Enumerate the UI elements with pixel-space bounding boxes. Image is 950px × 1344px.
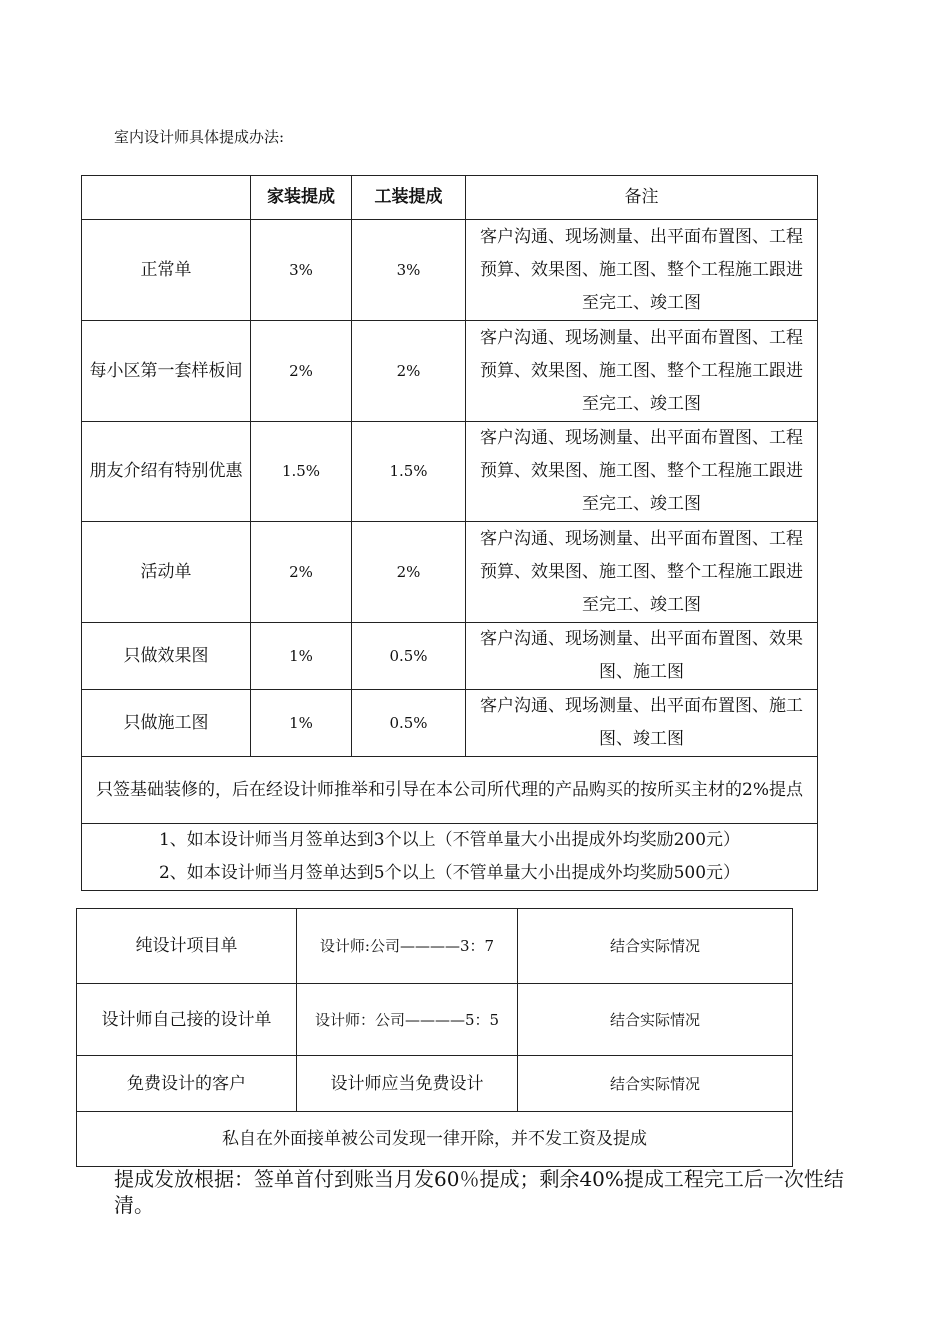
table-row [77, 1056, 793, 1112]
table-row [82, 623, 818, 690]
row-work: 1.5% [352, 422, 466, 522]
table-row [82, 522, 818, 623]
row-ratio: 设计师:公司————3：7 [297, 909, 518, 984]
row-home: 3% [251, 220, 352, 321]
header-note: 备注 [466, 176, 818, 220]
row-home: 2% [251, 522, 352, 623]
row-ratio: 设计师：公司————5：5 [297, 984, 518, 1056]
payment-basis: 提成发放根据：签单首付到账当月发60％提成；剩余40%提成工程完工后一次性结清。 [114, 1167, 844, 1217]
row-work: 0.5% [352, 690, 466, 757]
row-home: 2% [251, 321, 352, 422]
row-note: 结合实际情况 [518, 909, 793, 984]
basic-decoration-note: 只签基础装修的，后在经设计师推举和引导在本公司所代理的产品购买的按所买主材的2%提点 [82, 757, 818, 824]
header-blank [82, 176, 251, 220]
row-type: 朋友介绍有特别优惠 [82, 422, 251, 522]
bonus-line-2: 2、如本设计师当月签单达到5个以上（不管单量大小出提成外均奖励500元） [158, 863, 741, 883]
document-title: 室内设计师具体提成办法: [114, 128, 285, 146]
header-work: 工装提成 [352, 176, 466, 220]
bonus-cell [82, 824, 818, 891]
footer-note: 私自在外面接单被公司发现一律开除，并不发工资及提成 [77, 1112, 793, 1167]
row-work: 0.5% [352, 623, 466, 690]
row-type: 正常单 [82, 220, 251, 321]
row-home: 1% [251, 690, 352, 757]
table-row [77, 984, 793, 1056]
bonus-line-1: 1、如本设计师当月签单达到3个以上（不管单量大小出提成外均奖励200元） [158, 830, 741, 850]
table-row [82, 220, 818, 321]
row-type: 只做效果图 [82, 623, 251, 690]
row-work: 3% [352, 220, 466, 321]
row-note: 客户沟通、现场测量、出平面布置图、工程预算、效果图、施工图、整个工程施工跟进至完工、竣工图 [466, 522, 818, 623]
table-row [82, 690, 818, 757]
row-home: 1.5% [251, 422, 352, 522]
row-home: 1% [251, 623, 352, 690]
row-type: 设计师自己接的设计单 [77, 984, 297, 1056]
table-row [82, 422, 818, 522]
footer-row [77, 1112, 793, 1167]
row-type: 纯设计项目单 [77, 909, 297, 984]
table-row [82, 321, 818, 422]
row-work: 2% [352, 522, 466, 623]
row-note: 客户沟通、现场测量、出平面布置图、工程预算、效果图、施工图、整个工程施工跟进至完工、竣工图 [466, 321, 818, 422]
table-header-row [82, 176, 818, 220]
row-note: 结合实际情况 [518, 984, 793, 1056]
row-note: 结合实际情况 [518, 1056, 793, 1112]
design-only-table [76, 908, 793, 1167]
row-note: 客户沟通、现场测量、出平面布置图、效果图、施工图 [466, 623, 818, 690]
bonus-row [82, 824, 818, 891]
row-note: 客户沟通、现场测量、出平面布置图、工程预算、效果图、施工图、整个工程施工跟进至完工、竣工图 [466, 220, 818, 321]
commission-table [81, 175, 818, 891]
row-note: 客户沟通、现场测量、出平面布置图、施工图、竣工图 [466, 690, 818, 757]
row-type: 活动单 [82, 522, 251, 623]
row-ratio: 设计师应当免费设计 [297, 1056, 518, 1112]
basic-decoration-row [82, 757, 818, 824]
header-home: 家装提成 [251, 176, 352, 220]
row-note: 客户沟通、现场测量、出平面布置图、工程预算、效果图、施工图、整个工程施工跟进至完工、竣工图 [466, 422, 818, 522]
row-type: 每小区第一套样板间 [82, 321, 251, 422]
row-work: 2% [352, 321, 466, 422]
row-type: 免费设计的客户 [77, 1056, 297, 1112]
table-row [77, 909, 793, 984]
row-type: 只做施工图 [82, 690, 251, 757]
